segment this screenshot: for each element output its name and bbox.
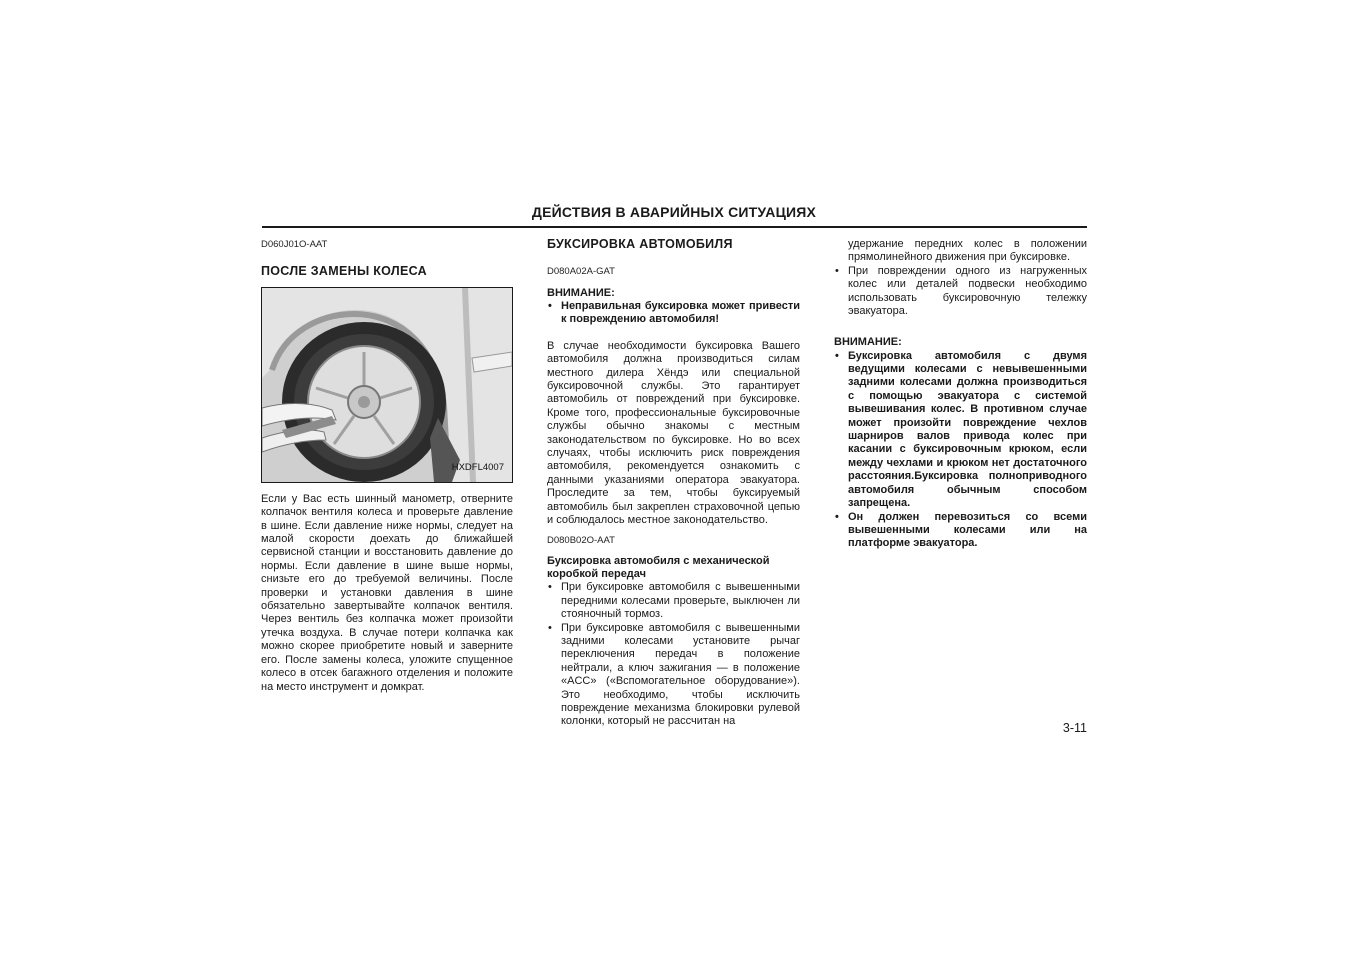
section-code: D060J01O-AAT (261, 239, 328, 250)
wheel-illustration (261, 287, 513, 483)
bullet-icon: • (548, 300, 552, 313)
bullet-icon: • (548, 581, 552, 594)
warning-list (834, 350, 1087, 551)
bullet-icon: • (835, 510, 839, 523)
figure-label: HXDFL4007 (451, 462, 504, 474)
warning-item: • Буксировка автомобиля с двумя ведущими колесами с невывешенными задними колесами должна производиться с помощью эвакуатора с системой вывешивания колес. В противном случае может произойти повреждение чехлов шарниров валов привода колес при касании с буксировочным крюком, если между чехлами и крюком нет достаточного расстояния.Буксировка полноприводного автомобиля обычным способом запрещена. (835, 349, 1087, 510)
section-code: D080A02A-GAT (547, 266, 615, 278)
towing-body: В случае необходимости буксировка Вашего автомобиля должна производиться силам местного дилера Хёндэ или специальной буксировочной службы. Это гарантирует автомобиль от повреждений при буксировке. Кроме того, профессиональные буксировочные службы обычно знакомы с местным законодательством по буксировке. Но во всех случаях, чтобы исключить риск повреждения автомобиля, рекомендуется ознакомить с данными указаниями оператора эвакуатора. Проследите за тем, чтобы буксируемый автомобиль был закреплен страховочной цепью и соблюдалось местное законодательство. (547, 339, 800, 527)
wheel-drawing (262, 288, 512, 482)
warning-label: ВНИМАНИЕ: (834, 336, 902, 349)
warning-label: ВНИМАНИЕ: (547, 286, 615, 299)
column-towing (547, 238, 800, 729)
bullet-icon: • (835, 349, 839, 362)
section-code: D080B02O-AAT (547, 534, 615, 546)
section-title-towing: БУКСИРОВКА АВТОМОБИЛЯ (547, 237, 733, 251)
warning-list (547, 300, 800, 327)
page-number: 3-11 (1062, 721, 1087, 735)
warning-item: • Он должен перевозиться со всеми вывешенными колесами или на платформе эвакуатора. (835, 510, 1087, 550)
manual-transmission-subtitle: Буксировка автомобиля с механической коробкой передач (547, 554, 770, 581)
bullet-icon: • (835, 264, 839, 277)
manual-transmission-list (547, 581, 800, 728)
page-header-title: ДЕЙСТВИЯ В АВАРИЙНЫХ СИТУАЦИЯХ (531, 204, 817, 220)
column-towing-continued (834, 238, 1087, 551)
continuation-text: удержание передних колес в положении прямолинейного движения при буксировке. (848, 238, 1087, 264)
list-item: • При буксировке автомобиля с вывешенными задними колесами установите рычаг переключения передач в положение нейтрали, а ключ зажигания — в положение «ACC» («Вспомогательное оборудование»). Это необходимо, чтобы исключить повреждение механизма блокировки рулевой колонки, который не рассчитан на (548, 621, 800, 728)
warning-item: • Неправильная буксировка может привести к повреждению автомобиля! (548, 300, 800, 326)
list-item: • При повреждении одного из нагруженных колес или деталей подвески необходимо использовать буксировочную тележку эвакуатора. (835, 264, 1087, 318)
column-after-wheel-change (261, 238, 513, 694)
towing-list-continued (834, 265, 1087, 319)
section-title-after-wheel-change: ПОСЛЕ ЗАМЕНЫ КОЛЕСА (261, 264, 427, 279)
header-rule (262, 226, 1087, 228)
bullet-icon: • (548, 621, 552, 634)
after-wheel-change-body: Если у Вас есть шинный манометр, отверните колпачок вентиля колеса и проверьте давление в шине. Если давление ниже нормы, следует на малой скорости доехать до ближайшей сервисной станции и восстановить давление до нормы. Если давление в шине выше нормы, снизьте его до требуемой величины. После проверки и установки давления в шине обязательно завертывайте колпачок вентиля. Через вентиль без колпачка может произойти утечка воздуха. В случае потери колпачка как можно скорее приобретите новый и заверните его. После замены колеса, уложите спущенное колесо в отсек багажного отделения и положите на место инструмент и домкрат. (261, 492, 513, 693)
list-item: • При буксировке автомобиля с вывешенными передними колесами проверьте, выключен ли стояночный тормоз. (548, 581, 800, 621)
